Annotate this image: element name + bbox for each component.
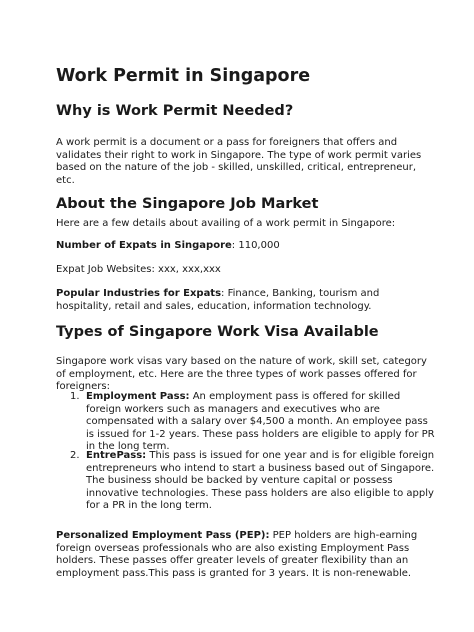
market-heading: About the Singapore Job Market [56, 196, 319, 212]
types-intro: Singapore work visas vary based on the nature of work, skill set, category of employment, etc. Here are the three types of work passes offered for foreigners: [56, 356, 427, 393]
pep-paragraph [56, 530, 434, 580]
list-item-label: EntrePass: [86, 450, 147, 461]
list-item-text: An employment pass is offered for skilled foreign workers such as managers and executives who are compensated with a salary over $4,500 a month. An employee pass is issued for 1-2 years. These pass holders are eligible to apply for PR in the long term. [86, 391, 435, 453]
expats-count-label: Number of Expats in Singapore [56, 240, 232, 251]
pep-text: PEP holders are high-earning foreign overseas professionals who are also existing Employment Pass holders. These passes offer greater levels of greater flexibility than an employment pass.This pass is granted for 3 years. It is non-renewable. [56, 530, 418, 579]
page-title: Work Permit in Singapore [56, 66, 311, 86]
list-item [70, 391, 436, 454]
why-heading: Why is Work Permit Needed? [56, 103, 294, 119]
expats-count-line [56, 240, 434, 253]
industries-label: Popular Industries for Expats [56, 288, 222, 299]
industries-line [56, 288, 434, 313]
expats-count-value: : 110,000 [231, 240, 280, 251]
expat-websites-line: Expat Job Websites: xxx, xxx,xxx [56, 264, 221, 275]
industries-value: : Finance, Banking, tourism and hospitality, retail and sales, education, information technology. [56, 288, 380, 312]
types-heading: Types of Singapore Work Visa Available [56, 324, 379, 340]
list-item-label: Employment Pass: [86, 391, 190, 402]
list-item-text: This pass is issued for one year and is for eligible foreign entrepreneurs who intend to start a business based out of Singapore. The business should be backed by venture capital or possess innovative technologies. These pass holders are also eligible to apply for a PR in the long term. [86, 450, 435, 512]
market-intro: Here are a few details about availing of a work permit in Singapore: [56, 218, 396, 229]
list-number: 2. [70, 450, 80, 461]
why-paragraph: A work permit is a document or a pass for foreigners that offers and validates their right to work in Singapore. The type of work permit varies based on the nature of the job - skilled, unskilled, critical, entrepreneur, etc. [56, 137, 422, 186]
list-item [70, 450, 436, 513]
pep-label: Personalized Employment Pass (PEP): [56, 530, 270, 541]
list-number: 1. [70, 391, 80, 402]
